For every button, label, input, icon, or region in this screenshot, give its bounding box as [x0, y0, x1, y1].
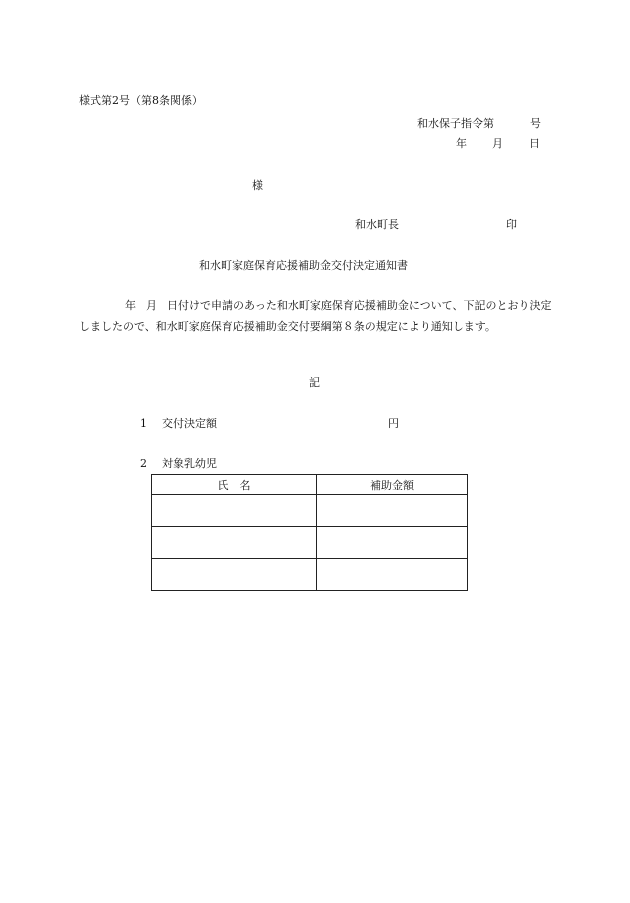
column-header-name: 氏 名	[152, 475, 317, 495]
column-header-amount: 補助金額	[317, 475, 468, 495]
amount-cell[interactable]	[317, 495, 468, 527]
seal-mark: 印	[506, 218, 517, 231]
body-month-label: 月	[146, 299, 157, 312]
item-number: 1	[140, 417, 147, 430]
addressee-honorific: 様	[252, 179, 263, 192]
body-paragraph	[79, 295, 553, 337]
date-day-label: 日	[529, 137, 540, 150]
form-number: 様式第2号（第8条関係）	[79, 94, 203, 107]
item-label-target-children: 対象乳幼児	[162, 457, 217, 470]
table-row	[152, 559, 468, 591]
name-cell[interactable]	[152, 527, 317, 559]
body-text: 日付けで申請のあった和水町家庭保育応援補助金について、下記のとおり決定しましたので、和水町家庭保育応援補助金交付要綱第８条の規定により通知します。	[79, 299, 552, 333]
date-month-label: 月	[492, 137, 503, 150]
table-header-row	[152, 475, 468, 495]
amount-cell[interactable]	[317, 527, 468, 559]
table-row	[152, 495, 468, 527]
item-label-grant-amount: 交付決定額	[162, 417, 217, 430]
document-title: 和水町家庭保育応援補助金交付決定通知書	[199, 259, 408, 272]
body-year-label: 年	[125, 299, 136, 312]
table-row	[152, 527, 468, 559]
notice-number-suffix: 号	[530, 117, 541, 130]
issuer-name: 和水町長	[355, 218, 399, 231]
notice-number-prefix: 和水保子指令第	[417, 117, 494, 130]
name-cell[interactable]	[152, 559, 317, 591]
amount-cell[interactable]	[317, 559, 468, 591]
date-year-label: 年	[456, 137, 467, 150]
ki-label: 記	[309, 376, 320, 389]
target-children-table	[151, 474, 468, 591]
item-number: 2	[140, 457, 147, 470]
item-unit-yen: 円	[388, 417, 399, 430]
name-cell[interactable]	[152, 495, 317, 527]
